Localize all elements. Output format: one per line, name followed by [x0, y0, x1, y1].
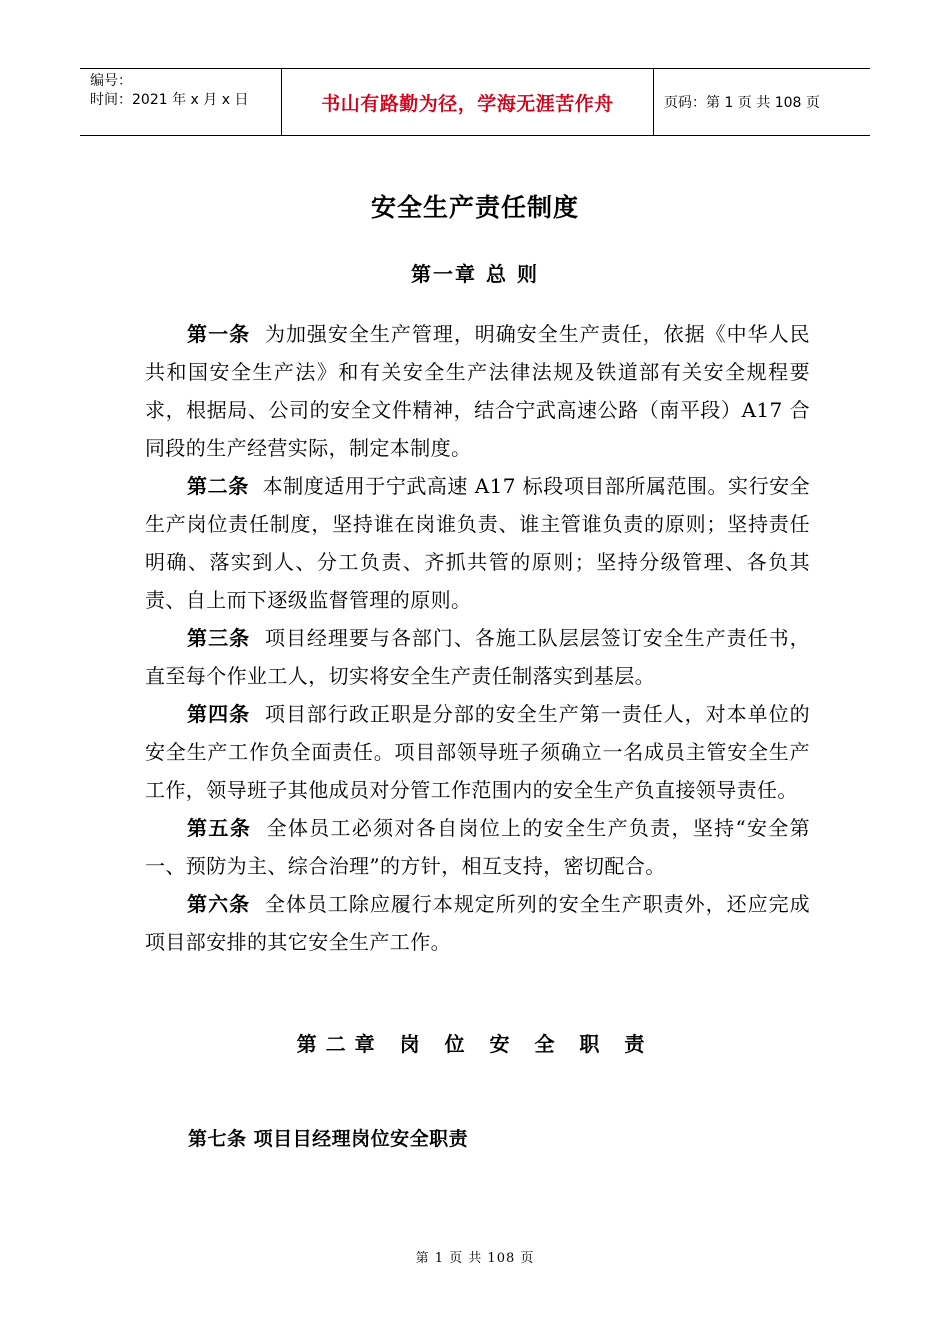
- page-footer: 第 1 页 共 108 页: [415, 1251, 535, 1266]
- page-header: [80, 68, 870, 136]
- article-label: 第五条: [187, 816, 252, 840]
- article-text: 全体员工除应履行本规定所列的安全生产职责外，还应完成项目部安排的其它安全生产工作。: [145, 892, 811, 954]
- chapter-1-title: 第一章 总 则: [411, 262, 539, 286]
- header-meta: [80, 69, 282, 135]
- article-6: [145, 885, 810, 961]
- article-5: [145, 809, 810, 885]
- document-number-label: 编号：: [90, 73, 132, 89]
- article-label: 第三条: [187, 626, 251, 650]
- article-1: [145, 315, 810, 467]
- article-label: 第一条: [187, 322, 251, 346]
- article-label: 第二条: [187, 474, 249, 498]
- article-3: [145, 619, 810, 695]
- chapter-2-title: 第二章 岗 位 安 全 职 责: [296, 1032, 654, 1056]
- header-motto: 书山有路勤为径，学海无涯苦作舟: [282, 69, 654, 135]
- article-7-heading: 第七条 项目目经理岗位安全职责: [188, 1128, 469, 1150]
- article-text: 为加强安全生产管理，明确安全生产责任，依据《中华人民共和国安全生产法》和有关安全生产法律法规及铁道部有关安全规程要求，根据局、公司的安全文件精神，结合宁武高速公路（南平段）A17 合同段的生产经营实际，制定本制度。: [145, 322, 811, 460]
- article-text: 本制度适用于宁武高速 A17 标段项目部所属范围。实行安全生产岗位责任制度，坚持谁在岗谁负责、谁主管谁负责的原则；坚持责任明确、落实到人、分工负责、齐抓共管的原则；坚持分级管理、各负其责、自上而下逐级监督管理的原则。: [145, 474, 811, 612]
- document-date-label: 时间：2021 年 x 月 x 日: [90, 92, 249, 108]
- article-2: [145, 467, 810, 619]
- article-text: 全体员工必须对各自岗位上的安全生产负责，坚持“安全第一、预防为主、综合治理”的方针，相互支持，密切配合。: [145, 816, 811, 878]
- header-page-info: 页码：第 1 页 共 108 页: [664, 95, 820, 111]
- document-title: 安全生产责任制度: [370, 193, 579, 222]
- article-label: 第六条: [187, 892, 251, 916]
- article-4: [145, 695, 810, 809]
- article-text: 项目部行政正职是分部的安全生产第一责任人，对本单位的安全生产工作负全面责任。项目部领导班子须确立一名成员主管安全生产工作，领导班子其他成员对分管工作范围内的安全生产负直接领导责任。: [145, 702, 811, 802]
- article-label: 第四条: [187, 702, 251, 726]
- article-text: 项目经理要与各部门、各施工队层层签订安全生产责任书，直至每个作业工人，切实将安全生产责任制落实到基层。: [145, 626, 811, 688]
- chapter-1-body: [145, 315, 810, 961]
